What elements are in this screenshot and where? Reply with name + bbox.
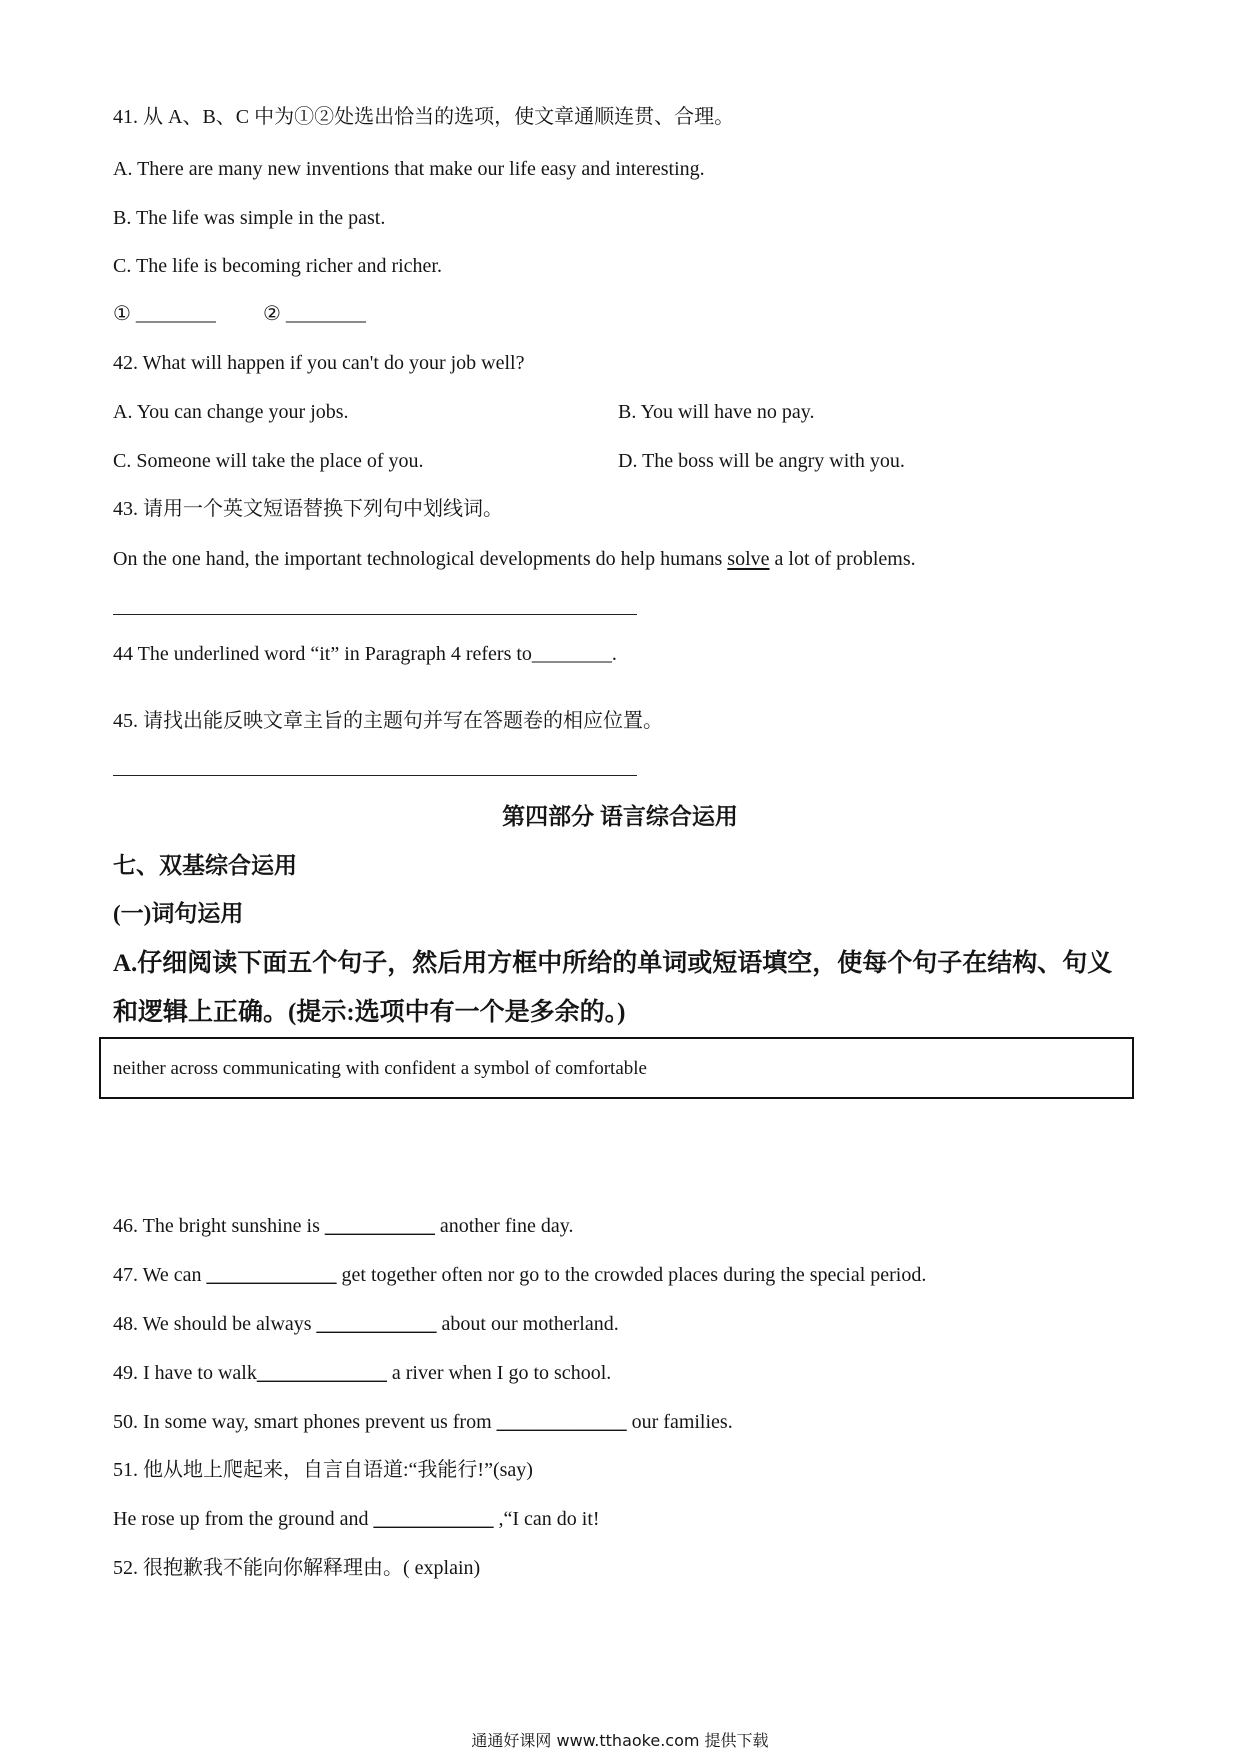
sentence-after: another fine day. [434,1215,574,1237]
answer-blank: _____________ [256,1362,387,1384]
q41-option-a: A. There are many new inventions that make our life easy and interesting. [113,158,705,180]
sentence-before: 47. We can [113,1264,207,1286]
fill-in-sentence [113,1361,611,1385]
q41-blank-1: ① ________ [113,303,216,325]
instruction-line-1: A.仔细阅读下面五个句子，然后用方框中所给的单词或短语填空，使每个句子在结构、句义 [113,950,1113,977]
sentence-before: 46. The bright sunshine is [113,1215,325,1237]
fill-in-sentence [113,1263,926,1287]
instruction-line-2: 和逻辑上正确。(提示:选项中有一个是多余的。) [113,999,626,1026]
q45-prompt: 45. 请找出能反映文章主旨的主题句并写在答题卷的相应位置。 [113,710,663,732]
q41-blank-2: ② ________ [263,303,366,325]
q42-option-a: A. You can change your jobs. [113,401,349,423]
sentence-after: get together often nor go to the crowded places during the special period. [336,1264,927,1286]
answer-blank: _____________ [496,1411,627,1433]
word-bank-text: neither across communicating with confident a symbol of comfortable [113,1058,647,1079]
q44-prompt: 44 The underlined word “it” in Paragraph 4 refers to________. [113,643,617,665]
q43-answer-line [113,614,637,615]
q51-sentence [113,1507,600,1531]
q51-prompt: 51. 他从地上爬起来，自言自语道:“我能行!”(say) [113,1459,533,1481]
section-title: 七、双基综合运用 [113,853,297,878]
sentence-after: our families. [626,1411,733,1433]
q42-option-c: C. Someone will take the place of you. [113,450,424,472]
q43-sentence-after: a lot of problems. [769,548,916,570]
q43-sentence-before: On the one hand, the important technological developments do help humans [113,548,728,570]
fill-in-sentence [113,1410,733,1434]
q41-option-b: B. The life was simple in the past. [113,207,386,229]
q42-option-b: B. You will have no pay. [618,401,815,423]
q43-underlined-word: solve [727,548,770,570]
sentence-before: He rose up from the ground and [113,1508,374,1530]
sentence-after: ,“I can do it! [493,1508,600,1530]
answer-blank: ___________ [324,1215,435,1237]
sentence-before: 49. I have to walk [113,1362,257,1384]
q42-prompt: 42. What will happen if you can't do your job well? [113,352,525,374]
part-four-title: 第四部分 语言综合运用 [502,804,738,829]
q41-option-c: C. The life is becoming richer and richer. [113,255,442,277]
sentence-after: a river when I go to school. [386,1362,612,1384]
fill-in-sentence [113,1312,619,1336]
q45-answer-line [113,775,637,776]
sentence-after: about our motherland. [436,1313,619,1335]
subsection-title: (一)词句运用 [113,901,244,926]
sentence-before: 50. In some way, smart phones prevent us from [113,1411,497,1433]
q43-prompt: 43. 请用一个英文短语替换下列句中划线词。 [113,498,503,520]
answer-blank: _____________ [206,1264,337,1286]
sentence-before: 48. We should be always [113,1313,317,1335]
q42-option-d: D. The boss will be angry with you. [618,450,905,472]
word-bank-box [99,1037,1134,1099]
answer-blank: ____________ [316,1313,437,1335]
fill-in-sentence [113,1214,574,1238]
answer-blank: ____________ [373,1508,494,1530]
page-footer: 通通好课网 www.tthaoke.com 提供下载 [471,1731,769,1750]
q41-prompt: 41. 从 A、B、C 中为①②处选出恰当的选项，使文章通顺连贯、合理。 [113,106,735,128]
q43-sentence [113,547,916,571]
q52-prompt: 52. 很抱歉我不能向你解释理由。( explain) [113,1557,481,1579]
